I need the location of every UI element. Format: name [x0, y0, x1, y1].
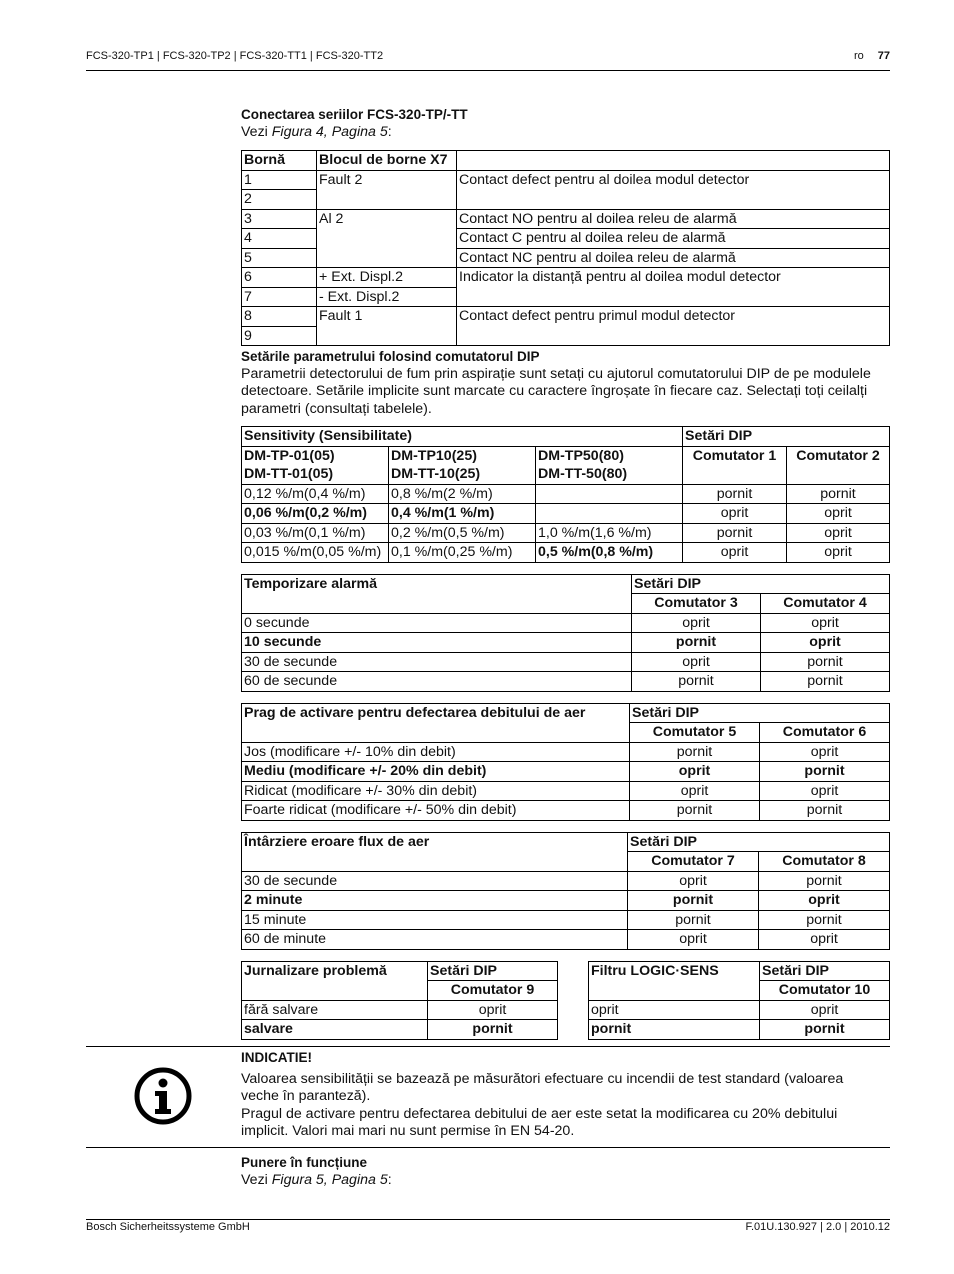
footer-doc-id: F.01U.130.927 | 2.0 | 2010.12 [745, 1221, 890, 1233]
table-row: fără salvare oprit oprit oprit [242, 1000, 890, 1020]
airflow-delay-table: Întârziere eroare flux de aer Setări DIP Comutator 7 Comutator 8 30 de secunde oprit pornit 2 minute pornit oprit 15 minute pornit pornit 60 de minute oprit oprit [241, 832, 890, 950]
table-row: 2 [242, 190, 890, 210]
table-row: 0 secunde oprit oprit [242, 613, 890, 633]
table-row: 30 de secunde oprit pornit [242, 871, 890, 891]
table-row: 3 Al 2 Contact NO pentru al doilea releu de alarmă [242, 209, 890, 229]
figure-link[interactable]: Figura 5, Pagina 5 [271, 1171, 388, 1188]
table-row: 1 Fault 2 Contact defect pentru al doilea modul detector [242, 170, 890, 190]
table-row: 9 [242, 326, 890, 346]
main-content [241, 106, 890, 1040]
table-row: Foarte ridicat (modificare +/- 50% din debit) pornit pornit [242, 801, 890, 821]
section-title-commissioning: Punere în funcțiune [241, 1155, 368, 1170]
table-row: 10 secunde pornit oprit [242, 633, 890, 653]
section-body-dip: Parametrii detectorului de fum prin aspirație sunt setați cu ajutorul comutatorului DIP de pe modulele detectoare. Setările implicite sunt marcate cu caractere îngroșate în fiecare caz. Selectați toți ceilalți parametri (consultați tabelele). [241, 365, 871, 417]
table-row: 2 minute pornit oprit [242, 891, 890, 911]
table-row: 0,03 %/m(0,1 %/m) 0,2 %/m(0,5 %/m) 1,0 %/m(1,6 %/m) pornit oprit [242, 523, 890, 543]
notice-box [86, 1046, 890, 1148]
figure-reference: Vezi Figura 5, Pagina 5: [241, 1171, 392, 1188]
header-title: FCS-320-TP1 | FCS-320-TP2 | FCS-320-TT1 | FCS-320-TT2 [86, 50, 384, 62]
figure-link[interactable]: Figura 4, Pagina 5 [271, 123, 388, 140]
table-row: 0,12 %/m(0,4 %/m) 0,8 %/m(2 %/m) pornit pornit [242, 484, 890, 504]
table-row: 60 de minute oprit oprit [242, 930, 890, 950]
table-row: 15 minute pornit pornit [242, 910, 890, 930]
table-row: Jos (modificare +/- 10% din debit) pornit oprit [242, 742, 890, 762]
header-lang: ro [853, 50, 864, 62]
footer-rule [86, 1219, 890, 1220]
table-row: 5 Contact NC pentru al doilea releu de alarmă [242, 248, 890, 268]
sensitivity-table: Sensitivity (Sensibilitate) Setări DIP DM-TP-01(05) DM-TT-01(05) DM-TP10(25) DM-TT-10(25) DM-TP50(80) DM-TT-50(80) Comutator 1 Comutator 2 0,12 %/m(0,4 %/m) 0,8 %/m(2 %/m) pornit pornit 0,06 %/m(0,2 %/m) 0,4 %/m(1 %/m) oprit oprit 0,03 %/m(0,1 %/m) 0,2 %/m(0,5 %/m) 1,0 %/m(1,6 %/m) pornit oprit 0,015 %/m(0,05 %/m) 0,1 %/m(0,25 %/m) 0,5 %/m(0,8 %/m) oprit oprit [241, 426, 890, 563]
page-footer [86, 1221, 890, 1233]
table-row: Mediu (modificare +/- 20% din debit) oprit pornit [242, 762, 890, 782]
header-rule [86, 70, 890, 71]
footer-company: Bosch Sicherheitssysteme GmbH [86, 1221, 250, 1233]
table-header-row: Bornă Blocul de borne X7 [242, 151, 890, 171]
notice-title: INDICATIE! [241, 1050, 312, 1065]
table-row: 60 de secunde pornit pornit [242, 672, 890, 692]
notice-paragraph: Pragul de activare pentru defectarea debitului de aer este setat la modificarea cu 20% debitului implicit. Valori mai mari nu sunt permise în EN 54-20. [241, 1105, 838, 1139]
table-row: 6 + Ext. Displ.2 Indicator la distanță pentru al doilea modul detector [242, 268, 890, 288]
commissioning-section [241, 1154, 890, 1189]
page-number: 77 [877, 50, 890, 62]
notice-paragraph: Valoarea sensibilității se bazează pe măsurători efectuare cu incendii de test standard (valoarea veche în paranteză). [241, 1070, 844, 1104]
figure-reference: Vezi Figura 4, Pagina 5: [241, 123, 392, 140]
table-row: 30 de secunde oprit pornit [242, 652, 890, 672]
logging-filter-table: Jurnalizare problemă Setări DIP Filtru LOGIC·SENS Setări DIP Comutator 9 Comutator 10 fără salvare oprit oprit oprit salvare pornit pornit pornit [241, 961, 890, 1040]
info-icon [134, 1067, 192, 1125]
section-title-connection: Conectarea seriilor FCS-320-TP/-TT [241, 107, 468, 122]
page-header [86, 50, 890, 62]
table-row: 8 Fault 1 Contact defect pentru primul modul detector [242, 307, 890, 327]
table-row: 0,015 %/m(0,05 %/m) 0,1 %/m(0,25 %/m) 0,5 %/m(0,8 %/m) oprit oprit [242, 543, 890, 563]
table-row: 0,06 %/m(0,2 %/m) 0,4 %/m(1 %/m) oprit oprit [242, 504, 890, 524]
terminal-table [241, 150, 890, 346]
table-row: 4 Contact C pentru al doilea releu de alarmă [242, 229, 890, 249]
alarm-delay-table: Temporizare alarmă Setări DIP Comutator 3 Comutator 4 0 secunde oprit oprit 10 secunde pornit oprit 30 de secunde oprit pornit 60 de secunde pornit pornit [241, 574, 890, 692]
table-row: 7 - Ext. Displ.2 [242, 287, 890, 307]
airflow-threshold-table: Prag de activare pentru defectarea debitului de aer Setări DIP Comutator 5 Comutator 6 Jos (modificare +/- 10% din debit) pornit oprit Mediu (modificare +/- 20% din debit) oprit pornit Ridicat (modificare +/- 30% din debit) oprit oprit Foarte ridicat (modificare +/- 50% din debit) pornit pornit [241, 703, 890, 821]
table-row: salvare pornit pornit pornit [242, 1020, 890, 1040]
table-row: Ridicat (modificare +/- 30% din debit) oprit oprit [242, 781, 890, 801]
section-title-dip: Setările parametrului folosind comutatorul DIP [241, 349, 540, 364]
